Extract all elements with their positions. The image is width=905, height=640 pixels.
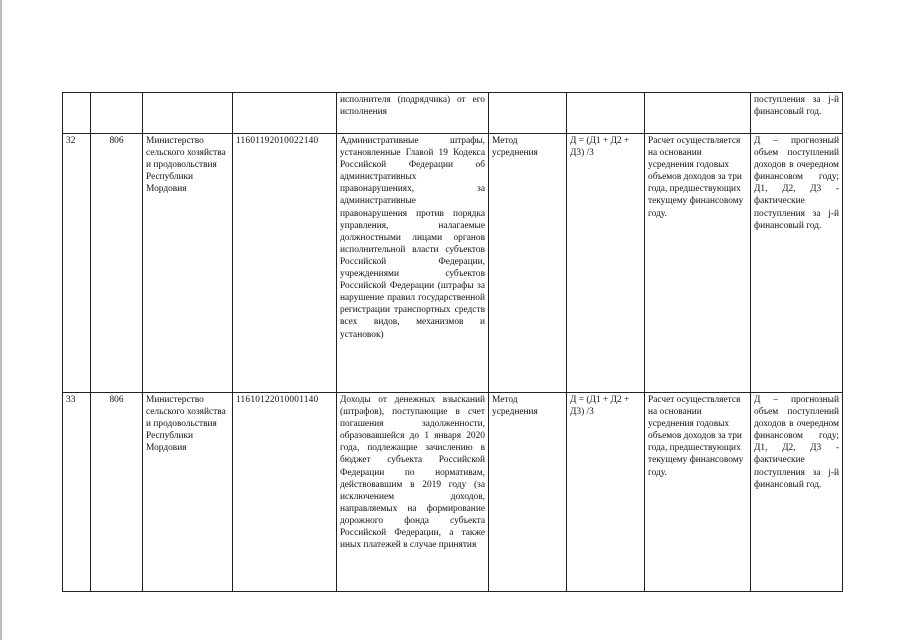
table-row: [63, 393, 843, 592]
calculation-method: Метод усреднения: [489, 393, 567, 592]
admin-code: 806: [91, 393, 143, 592]
administrator-name: Министерство сельского хозяйства и продовольствия Республики Мордовия: [143, 134, 233, 393]
calculation-method: [489, 93, 567, 134]
budget-classification-code: 11601192010022140: [233, 134, 337, 393]
budget-classification-code: [233, 93, 337, 134]
budget-classification-code: 11610122010001140: [233, 393, 337, 592]
formula: Д = (Д1 + Д2 + Д3) /3: [567, 134, 645, 393]
row-number: 33: [63, 393, 91, 592]
formula: Д = (Д1 + Д2 + Д3) /3: [567, 393, 645, 592]
algorithm: Расчет осуществляется на основании усреднения годовых объемов доходов за три года, предшествующих текущему финансовому году.: [645, 134, 751, 393]
formula-legend: поступления за j-й финансовый год.: [751, 93, 843, 134]
revenue-description: Административные штрафы, установленные Главой 19 Кодекса Российской Федерации об административных правонарушениях, за административные правонарушения против порядка управления, налагаемые должностными лицами органов исполнительной власти субъектов Российской Федерации, учреждениями субъектов Российской Федерации (штрафы за нарушение правил государственной регистрации транспортных средств всех видов, механизмов и установок): [337, 134, 489, 393]
table-row: [63, 134, 843, 393]
admin-code: [91, 93, 143, 134]
administrator-name: Министерство сельского хозяйства и продовольствия Республики Мордовия: [143, 393, 233, 592]
formula-legend: Д – прогнозный объем поступлений доходов в очередном финансовом году; Д1, Д2, Д3 - фактические поступления за j-й финансовый год.: [751, 393, 843, 592]
administrator-name: [143, 93, 233, 134]
table-row: [63, 93, 843, 134]
row-number: [63, 93, 91, 134]
admin-code: 806: [91, 134, 143, 393]
revenue-description: Доходы от денежных взысканий (штрафов), поступающие в счет погашения задолженности, образовавшейся до 1 января 2020 года, подлежащие зачислению в бюджет субъекта Российской Федерации по нормативам, действовавшим в 2019 году (за исключением доходов, направляемых на формирование дорожного фонда субъекта Российской Федерации, а также иных платежей в случае принятия: [337, 393, 489, 592]
formula-legend: Д – прогнозный объем поступлений доходов в очередном финансовом году; Д1, Д2, Д3 - фактические поступления за j-й финансовый год.: [751, 134, 843, 393]
revenue-forecast-table: [62, 92, 843, 592]
algorithm: [645, 93, 751, 134]
formula: [567, 93, 645, 134]
calculation-method: Метод усреднения: [489, 134, 567, 393]
revenue-description: исполнителя (подрядчика) от его исполнения: [337, 93, 489, 134]
row-number: 32: [63, 134, 91, 393]
algorithm: Расчет осуществляется на основании усреднения годовых объемов доходов за три года, предшествующих текущему финансовому году.: [645, 393, 751, 592]
scan-edge: [0, 0, 2, 640]
